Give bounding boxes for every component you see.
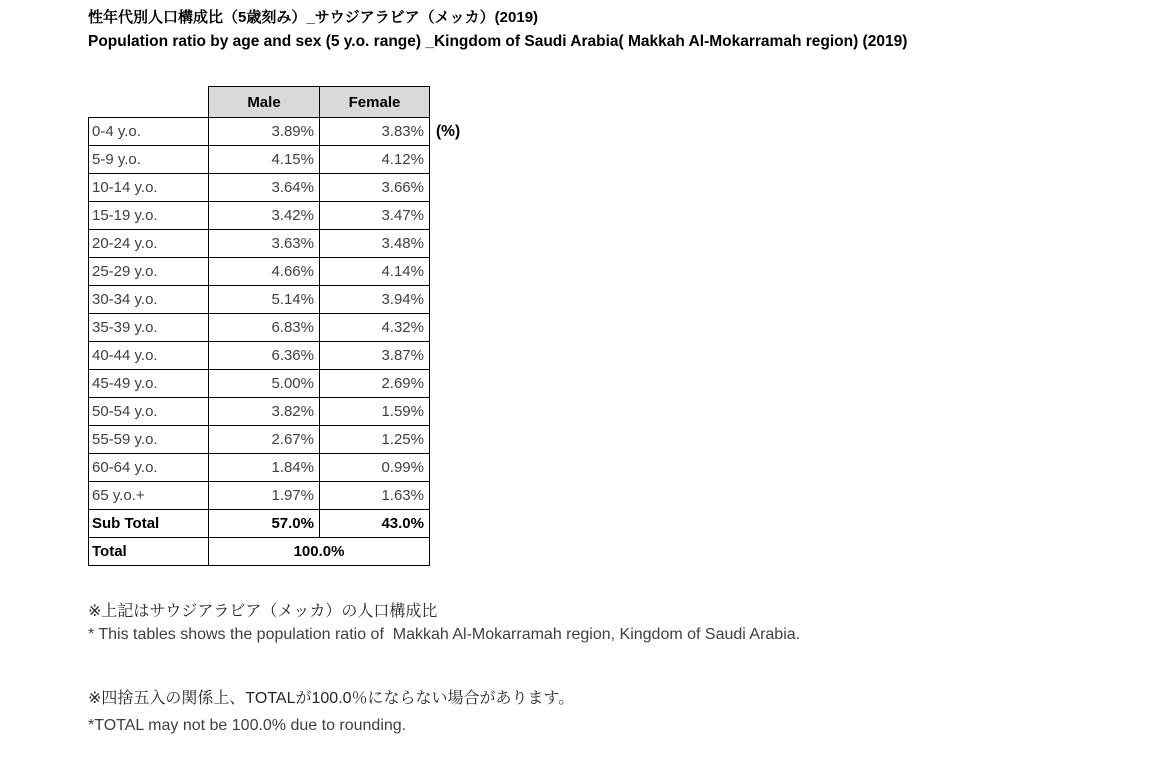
- page-title-english: Population ratio by age and sex (5 y.o. range) _Kingdom of Saudi Arabia( Makkah Al-Mokarramah region) (2019): [88, 33, 908, 50]
- table-row: [89, 146, 430, 174]
- age-band-label: 30-34 y.o.: [89, 286, 209, 314]
- age-band-label: 60-64 y.o.: [89, 454, 209, 482]
- male-value: 1.97%: [209, 482, 320, 510]
- female-value: 4.32%: [320, 314, 430, 342]
- page-title-japanese: 性年代別人口構成比（5歳刻み）_サウジアラビア（メッカ）(2019): [88, 9, 539, 26]
- age-band-label: 55-59 y.o.: [89, 426, 209, 454]
- male-value: 6.83%: [209, 314, 320, 342]
- age-band-label: 10-14 y.o.: [89, 174, 209, 202]
- table-row: [89, 258, 430, 286]
- male-value: 1.84%: [209, 454, 320, 482]
- male-value: 2.67%: [209, 426, 320, 454]
- column-header-female: Female: [320, 87, 430, 118]
- note-rounding-en: *TOTAL may not be 100.0% due to rounding.: [88, 717, 407, 734]
- age-band-label: 50-54 y.o.: [89, 398, 209, 426]
- total-row: [89, 538, 430, 566]
- male-value: 3.63%: [209, 230, 320, 258]
- female-value: 3.87%: [320, 342, 430, 370]
- female-value: 0.99%: [320, 454, 430, 482]
- population-ratio-table: [88, 86, 430, 566]
- male-value: 3.82%: [209, 398, 320, 426]
- female-value: 3.47%: [320, 202, 430, 230]
- table-row: [89, 342, 430, 370]
- male-value: 4.15%: [209, 146, 320, 174]
- table-row: [89, 314, 430, 342]
- table-row: [89, 398, 430, 426]
- header-row: [89, 87, 430, 118]
- age-band-label: 65 y.o.+: [89, 482, 209, 510]
- age-band-label: 20-24 y.o.: [89, 230, 209, 258]
- female-value: 3.66%: [320, 174, 430, 202]
- table-row: [89, 454, 430, 482]
- female-value: 3.83%: [320, 118, 430, 146]
- corner-empty-cell: [89, 87, 209, 118]
- female-value: 3.48%: [320, 230, 430, 258]
- table-row: [89, 202, 430, 230]
- female-value: 4.12%: [320, 146, 430, 174]
- table-row: [89, 174, 430, 202]
- female-value: 2.69%: [320, 370, 430, 398]
- male-value: 3.42%: [209, 202, 320, 230]
- male-value: 6.36%: [209, 342, 320, 370]
- female-value: 4.14%: [320, 258, 430, 286]
- male-value: 3.64%: [209, 174, 320, 202]
- male-value: 5.00%: [209, 370, 320, 398]
- subtotal-row: [89, 510, 430, 538]
- table-row: [89, 286, 430, 314]
- male-value: 3.89%: [209, 118, 320, 146]
- age-band-label: 35-39 y.o.: [89, 314, 209, 342]
- age-band-label: 40-44 y.o.: [89, 342, 209, 370]
- total-value: 100.0%: [209, 538, 430, 566]
- unit-percent-label: (%): [436, 123, 461, 140]
- table-row: [89, 370, 430, 398]
- age-band-label: 45-49 y.o.: [89, 370, 209, 398]
- column-header-male: Male: [209, 87, 320, 118]
- table-row: [89, 118, 430, 146]
- table-row: [89, 426, 430, 454]
- female-value: 1.59%: [320, 398, 430, 426]
- male-value: 5.14%: [209, 286, 320, 314]
- male-value: 4.66%: [209, 258, 320, 286]
- female-value: 3.94%: [320, 286, 430, 314]
- table-row: [89, 482, 430, 510]
- subtotal-female-value: 43.0%: [320, 510, 430, 538]
- note-population-jp: ※上記はサウジアラビア（メッカ）の人口構成比: [88, 603, 438, 620]
- note-population-en: * This tables shows the population ratio of Makkah Al-Mokarramah region, Kingdom of Saudi Arabia.: [88, 626, 801, 643]
- female-value: 1.63%: [320, 482, 430, 510]
- age-band-label: 15-19 y.o.: [89, 202, 209, 230]
- age-band-label: 5-9 y.o.: [89, 146, 209, 174]
- age-band-label: 25-29 y.o.: [89, 258, 209, 286]
- note-rounding-jp: ※四捨五入の関係上、TOTALが100.0％にならない場合があります。: [88, 690, 575, 707]
- female-value: 1.25%: [320, 426, 430, 454]
- table-row: [89, 230, 430, 258]
- subtotal-label: Sub Total: [89, 510, 209, 538]
- total-label: Total: [89, 538, 209, 566]
- subtotal-male-value: 57.0%: [209, 510, 320, 538]
- age-band-label: 0-4 y.o.: [89, 118, 209, 146]
